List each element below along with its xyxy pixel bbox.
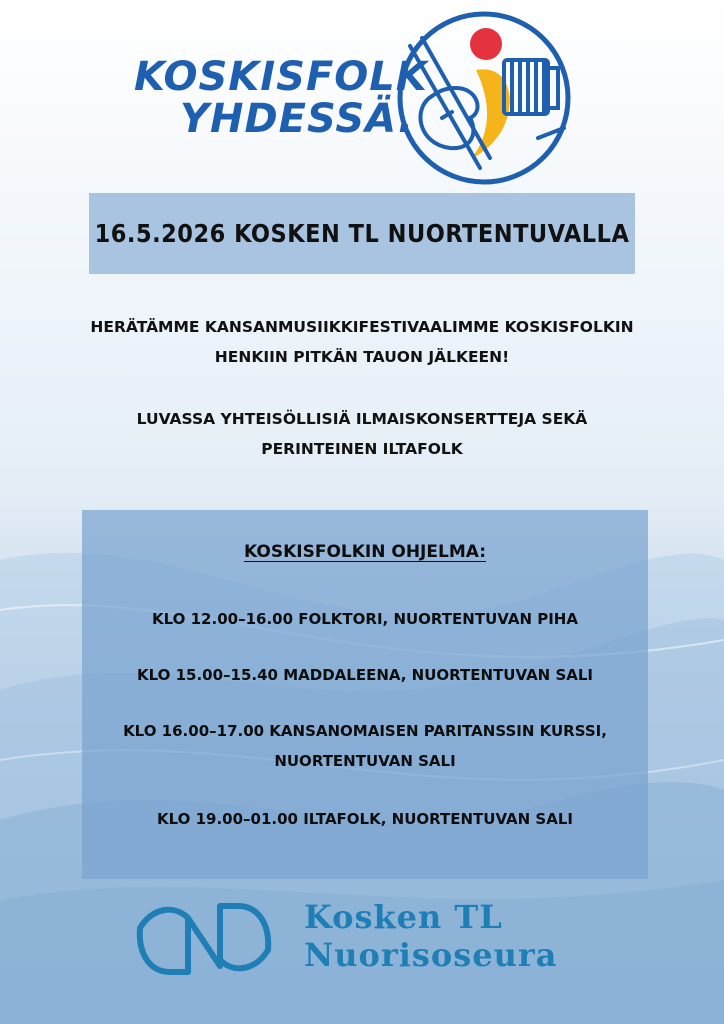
intro-p2-line1: LUVASSA YHTEISÖLLISIÄ ILMAISKONSERTTEJA SEKÄ — [136, 410, 588, 428]
logo-line2: YHDESSÄ. — [180, 96, 415, 142]
program-item-3-line2: NUORTENTUVAN SALI — [274, 752, 456, 770]
intro-paragraph-1 — [70, 312, 654, 372]
intro-p2-line2: PERINTEINEN ILTAFOLK — [261, 440, 463, 458]
intro-p1-line2: HENKIIN PITKÄN TAUON JÄLKEEN! — [214, 348, 510, 366]
program-item-3-line1: KLO 16.00–17.00 KANSANOMAISEN PARITANSSIN KURSSI, — [123, 722, 607, 740]
date-banner — [89, 193, 635, 274]
program-item-1: KLO 12.00–16.00 FOLKTORI, NUORTENTUVAN PIHA — [152, 610, 578, 628]
date-banner-text: 16.5.2026 KOSKEN TL NUORTENTUVALLA — [94, 219, 630, 248]
nuorisoseura-logo-icon — [134, 898, 274, 980]
footer-organization-name — [304, 898, 557, 974]
footer-name-line2: Nuorisoseura — [304, 936, 558, 974]
intro-p1-line1: HERÄTÄMME KANSANMUSIIKKIFESTIVAALIMME KOSKISFOLKIN — [90, 318, 634, 336]
festival-logo — [120, 8, 600, 190]
intro-text — [70, 312, 654, 496]
program-item — [82, 804, 648, 834]
intro-paragraph-2 — [70, 404, 654, 464]
program-title: KOSKISFOLKIN OHJELMA: — [243, 542, 487, 562]
program-item — [82, 716, 648, 776]
program-item-4: KLO 19.00–01.00 ILTAFOLK, NUORTENTUVAN SALI — [156, 810, 573, 828]
program-item — [82, 604, 648, 634]
program-item — [82, 660, 648, 690]
program-item-2: KLO 15.00–15.40 MADDALEENA, NUORTENTUVAN SALI — [136, 666, 594, 684]
logo-text — [134, 56, 428, 140]
program-box — [82, 510, 648, 879]
folk-instruments-emblem-icon — [392, 8, 578, 188]
logo-line1: KOSKISFOLK — [134, 54, 428, 100]
footer-name-line1: Kosken TL — [304, 898, 503, 936]
